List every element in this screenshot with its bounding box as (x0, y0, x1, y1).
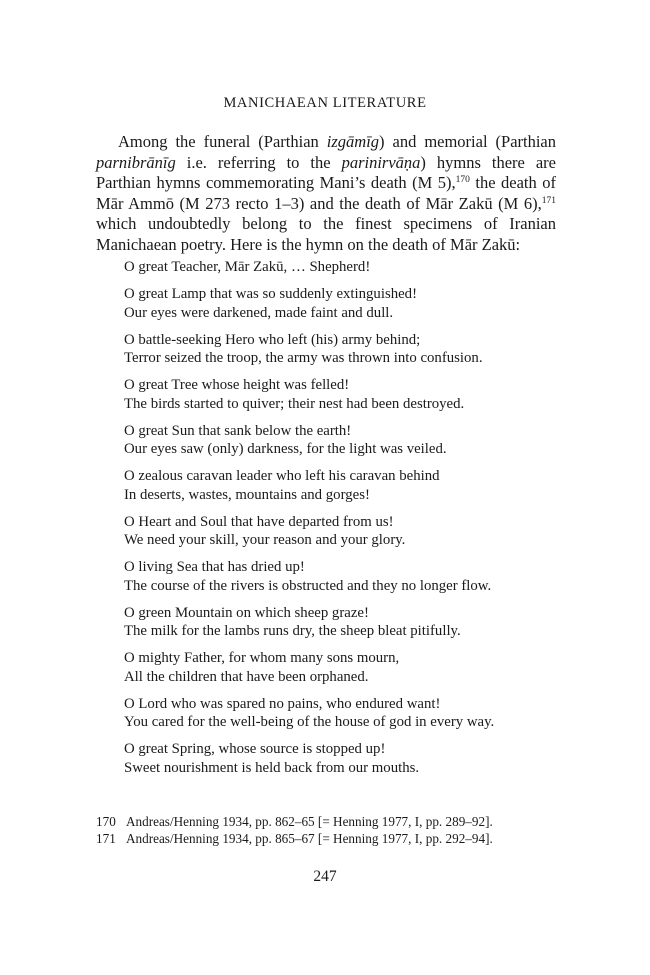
stanza (124, 422, 564, 459)
intro-paragraph (96, 132, 556, 255)
stanza (124, 649, 564, 686)
verse-line: Terror seized the troop, the army was thrown into confusion. (124, 350, 483, 366)
footnote (96, 830, 556, 847)
footnotes (96, 813, 556, 847)
verse-line: O great Lamp that was so suddenly extinguished! (124, 286, 417, 302)
verse-line: The course of the rivers is obstructed and they no longer flow. (124, 577, 492, 594)
stanza (124, 695, 564, 732)
verse-line: O Heart and Soul that have departed from us! (124, 513, 394, 530)
verse-line: We need your skill, your reason and your glory. (124, 532, 406, 548)
running-head: MANICHAEAN LITERATURE (223, 95, 427, 111)
verse-line: O Lord who was spared no pains, who endured want! (124, 695, 441, 712)
verse-line: Our eyes saw (only) darkness, for the light was veiled. (124, 441, 447, 457)
paragraph-text: ) hymns there are Parthian hymns commemorating Mani’s death (M 5), (96, 152, 557, 192)
verse-line: O battle-seeking Hero who left (his) army behind; (124, 331, 421, 348)
hymn (124, 258, 564, 786)
verse-line: O mighty Father, for whom many sons mourn, (124, 650, 400, 666)
verse-line: O green Mountain on which sheep graze! (124, 604, 369, 621)
footnote-text: Andreas/Henning 1934, pp. 862–65 [= Henning 1977, I, pp. 289–92]. (126, 814, 493, 829)
verse-line: O great Tree whose height was felled! (124, 377, 350, 393)
paragraph-text: i.e. referring to the (175, 152, 342, 172)
stanza (124, 513, 564, 550)
paragraph-text: which undoubtedly belong to the finest specimens of Iranian Manichaean poetry. Here is the hymn on the death of Mār Zakū: (96, 214, 556, 254)
page-number: 247 (313, 868, 337, 885)
verse-line: Sweet nourishment is held back from our mouths. (124, 759, 420, 776)
paragraph-text: Among the funeral (Parthian (118, 132, 327, 151)
stanza (124, 558, 564, 595)
verse-line: O great Spring, whose source is stopped up! (124, 741, 386, 757)
stanza (124, 258, 564, 277)
stanza (124, 376, 564, 413)
verse-line: Our eyes were darkened, made faint and dull. (124, 304, 394, 321)
paragraph-term-parnibranig: parnibrānīg (96, 152, 176, 172)
verse-line: All the children that have been orphaned. (124, 668, 369, 685)
verse-line: The milk for the lambs runs dry, the sheep bleat pitifully. (124, 623, 461, 639)
stanza (124, 331, 564, 368)
paragraph-text: the death of Mār Ammō (M 273 recto 1–3) and the death of Mār Zakū (M 6), (96, 173, 556, 213)
verse-line: The birds started to quiver; their nest had been destroyed. (124, 395, 465, 412)
footnote-number: 170 (96, 814, 116, 829)
stanza (124, 285, 564, 322)
verse-line: O zealous caravan leader who left his caravan behind (124, 468, 440, 484)
verse-line: O great Sun that sank below the earth! (124, 422, 352, 439)
verse-line: O living Sea that has dried up! (124, 559, 305, 575)
footnote-text: Andreas/Henning 1934, pp. 865–67 [= Henning 1977, I, pp. 292–94]. (126, 831, 493, 846)
stanza (124, 467, 564, 504)
footnote-ref-170[interactable]: 170 (455, 175, 470, 185)
paragraph-text: ) and memorial (Parthian (379, 132, 557, 151)
verse-line: O great Teacher, Mār Zakū, … Shepherd! (124, 259, 371, 275)
stanza (124, 604, 564, 641)
paragraph-term-parinirvana: parinirvāṇa (341, 152, 421, 172)
verse-line: In deserts, wastes, mountains and gorges! (124, 486, 370, 503)
footnote (96, 813, 556, 830)
verse-line: You cared for the well-being of the house of god in every way. (124, 714, 495, 730)
stanza (124, 740, 564, 777)
footnote-ref-171[interactable]: 171 (541, 195, 556, 206)
paragraph-term-izgamig: izgāmīg (326, 132, 380, 151)
footnote-number: 171 (96, 831, 116, 846)
